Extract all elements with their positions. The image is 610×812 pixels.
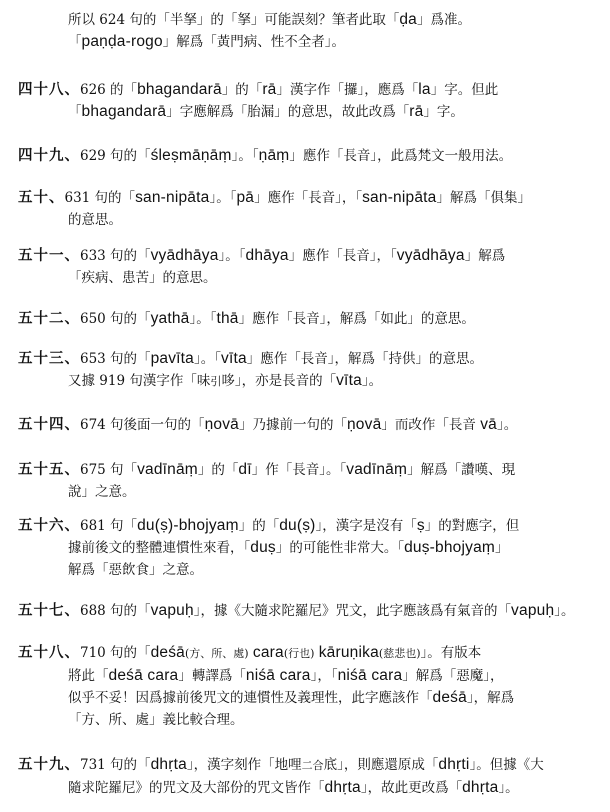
sanskrit-term: deśā cara	[108, 667, 179, 684]
sanskrit-term: du(ṣ)-bhojyaṃ	[137, 517, 239, 534]
sanskrit-term: dhṛta	[462, 779, 499, 796]
sanskrit-term: deśā	[432, 689, 467, 706]
sanskrit-term: niśā cara	[337, 667, 403, 684]
sanskrit-term: vīta	[336, 372, 362, 389]
sanskrit-term: pā	[236, 189, 255, 206]
text-line: 又據 919 句漢字作「味引哆」，亦是長音的「vīta」。	[68, 372, 383, 389]
small-annotation: 二合	[301, 759, 324, 772]
entry-56	[18, 515, 598, 581]
text-line	[18, 600, 598, 622]
text-line	[18, 348, 598, 370]
line-text: 674 句後面一句的「ṇovā」乃據前一句的「ṇovā」而改作「長音 vā」。	[80, 416, 518, 433]
sanskrit-term: thā	[216, 310, 239, 327]
sanskrit-term: paṇḍa-rogo	[81, 33, 163, 50]
entry-number: 五十八、	[18, 644, 80, 661]
text-line: 「疾病、患苦」的意思。	[68, 270, 217, 286]
sanskrit-term: cara	[252, 644, 284, 661]
small-annotation: (方、所、處)	[184, 647, 249, 660]
entry-number: 五十三、	[18, 350, 80, 367]
entry-58	[18, 642, 598, 731]
sanskrit-term: ḍa	[399, 11, 418, 28]
entry-57	[18, 600, 598, 622]
sanskrit-term: duṣ	[250, 539, 276, 556]
entry-number: 五十四、	[18, 416, 80, 433]
sanskrit-term: san-nipāta	[362, 189, 437, 206]
text-line: 說」之意。	[68, 484, 136, 500]
sanskrit-term: ṇovā	[346, 416, 382, 433]
sanskrit-term: dhāya	[245, 247, 289, 264]
sanskrit-term: dhṛti	[438, 756, 470, 773]
text-line: 據前後文的整體連慣性來看，「duṣ」的可能性非常大。「duṣ-bhojyaṃ」	[68, 539, 509, 556]
sanskrit-term: dhṛta	[324, 779, 361, 796]
entry-47-continued	[18, 9, 598, 53]
sanskrit-term: dī	[238, 461, 252, 478]
entry-55	[18, 459, 598, 503]
sanskrit-term: la	[418, 81, 431, 98]
sanskrit-term: ṇāṃ	[258, 147, 290, 164]
text-line: 「方、所、處」義比較合理。	[68, 712, 244, 728]
line-text: 631 句的「san-nipāta」。「pā」應作「長音」，「san-nipāta」解爲「俱集」	[64, 189, 531, 206]
text-line: 似乎不妥！因爲據前後咒文的連慣性及義理性，此字應該作「deśā」，解爲	[68, 689, 515, 706]
line-text: 688 句的「vapuḥ」，據《大隨求陀羅尼》咒文，此字應該爲有氣音的「vapuḥ」。	[80, 602, 575, 619]
sanskrit-term: deśā	[150, 644, 185, 661]
sanskrit-term: duṣ-bhojyaṃ	[404, 539, 496, 556]
entry-51	[18, 245, 598, 289]
text-line	[18, 145, 598, 167]
sanskrit-term: vā	[480, 416, 497, 433]
small-annotation: (行也)	[283, 647, 315, 660]
text-line	[18, 187, 598, 209]
entry-53	[18, 348, 598, 393]
entry-49	[18, 145, 598, 167]
line-text: 681 句「du(ṣ)-bhojyaṃ」的「du(ṣ)」，漢字是沒有「ṣ」的對應字，但	[80, 517, 520, 534]
sanskrit-term: vadīnāṃ	[346, 461, 408, 478]
sanskrit-term: vapuḥ	[150, 602, 194, 619]
line-text: 626 的「bhagandarā」的「rā」漢字作「攞」，應爲「la」字。但此	[80, 81, 499, 98]
entry-number: 五十、	[18, 189, 65, 206]
entry-50	[18, 187, 598, 231]
line-text: 653 句的「pavīta」。「vīta」應作「長音」，解爲「持供」的意思。	[80, 350, 484, 367]
sanskrit-term: pavīta	[150, 350, 194, 367]
entry-number: 五十七、	[18, 602, 80, 619]
sanskrit-term: vapuḥ	[511, 602, 555, 619]
sanskrit-term: vadīnāṃ	[137, 461, 198, 478]
entry-number: 五十一、	[18, 247, 80, 264]
sanskrit-term: vyādhāya	[150, 247, 219, 264]
text-line	[18, 308, 598, 330]
line-text: 633 句的「vyādhāya」。「dhāya」應作「長音」，「vyādhāya」解爲	[80, 247, 506, 264]
sanskrit-term: yathā	[150, 310, 190, 327]
line-text: 710 句的「deśā(方、所、處) cara(行也) kāruṇika(慈悲也)」。有版本	[80, 644, 482, 661]
sanskrit-term: rā	[409, 103, 424, 120]
text-line: 「paṇḍa-rogo」解爲「黃門病、性不全者」。	[68, 33, 346, 50]
sanskrit-term: bhagandarā	[137, 81, 222, 98]
sanskrit-term: vyādhāya	[396, 247, 465, 264]
sanskrit-term: śleṣmāṇāṃ	[150, 147, 232, 164]
entry-number: 五十二、	[18, 310, 80, 327]
text-line	[18, 245, 598, 267]
small-annotation: (慈悲也)	[378, 647, 421, 660]
entry-48	[18, 79, 598, 123]
small-annotation: 引	[210, 375, 222, 388]
sanskrit-term: ṣ	[416, 517, 425, 534]
text-line: 的意思。	[68, 212, 122, 228]
sanskrit-term: kāruṇika	[318, 644, 379, 661]
sanskrit-term: bhagandarā	[81, 103, 167, 120]
entry-52	[18, 308, 598, 330]
sanskrit-term: ṇovā	[204, 416, 239, 433]
text-line	[18, 642, 598, 665]
line-text: 650 句的「yathā」。「thā」應作「長音」，解爲「如此」的意思。	[80, 310, 475, 327]
sanskrit-term: rā	[262, 81, 277, 98]
line-text: 731 句的「dhṛta」，漢字刻作「地哩二合底」，則應還原成「dhṛti」。但據《大	[80, 756, 544, 773]
text-line: 解爲「惡飲食」之意。	[68, 562, 203, 578]
entry-number: 四十八、	[18, 81, 80, 98]
text-line	[18, 79, 598, 101]
entry-59	[18, 754, 598, 799]
sanskrit-term: niśā cara	[245, 667, 311, 684]
line-text: 629 句的「śleṣmāṇāṃ」。「ṇāṃ」應作「長音」，此爲梵文一般用法。	[80, 147, 513, 164]
sanskrit-term: san-nipāta	[135, 189, 210, 206]
sanskrit-term: du(ṣ)	[279, 517, 316, 534]
entry-54	[18, 414, 598, 436]
text-line	[18, 459, 598, 481]
entry-number: 五十五、	[18, 461, 80, 478]
line-text: 675 句「vadīnāṃ」的「dī」作「長音」。「vadīnāṃ」解爲「讚嘆、現	[80, 461, 516, 478]
entry-number: 五十六、	[18, 517, 80, 534]
sanskrit-term: dhṛta	[150, 756, 187, 773]
sanskrit-term: vīta	[221, 350, 247, 367]
text-line	[18, 515, 598, 537]
text-line: 所以 624 句的「半拏」的「拏」可能誤刻？筆者此取「ḍa」爲准。	[68, 11, 472, 28]
text-line: 隨求陀羅尼》的咒文及大部份的咒文皆作「dhṛta」，故此更改爲「dhṛta」。	[68, 779, 519, 796]
text-line: 將此「deśā cara」轉譯爲「niśā cara」，「niśā cara」解爲「惡魔」，	[68, 667, 504, 684]
entry-number: 四十九、	[18, 147, 80, 164]
entry-number: 五十九、	[18, 756, 80, 773]
text-line	[18, 754, 598, 777]
text-line: 「bhagandarā」字應解爲「胎漏」的意思，故此改爲「rā」字。	[68, 103, 464, 120]
text-line	[18, 414, 598, 436]
